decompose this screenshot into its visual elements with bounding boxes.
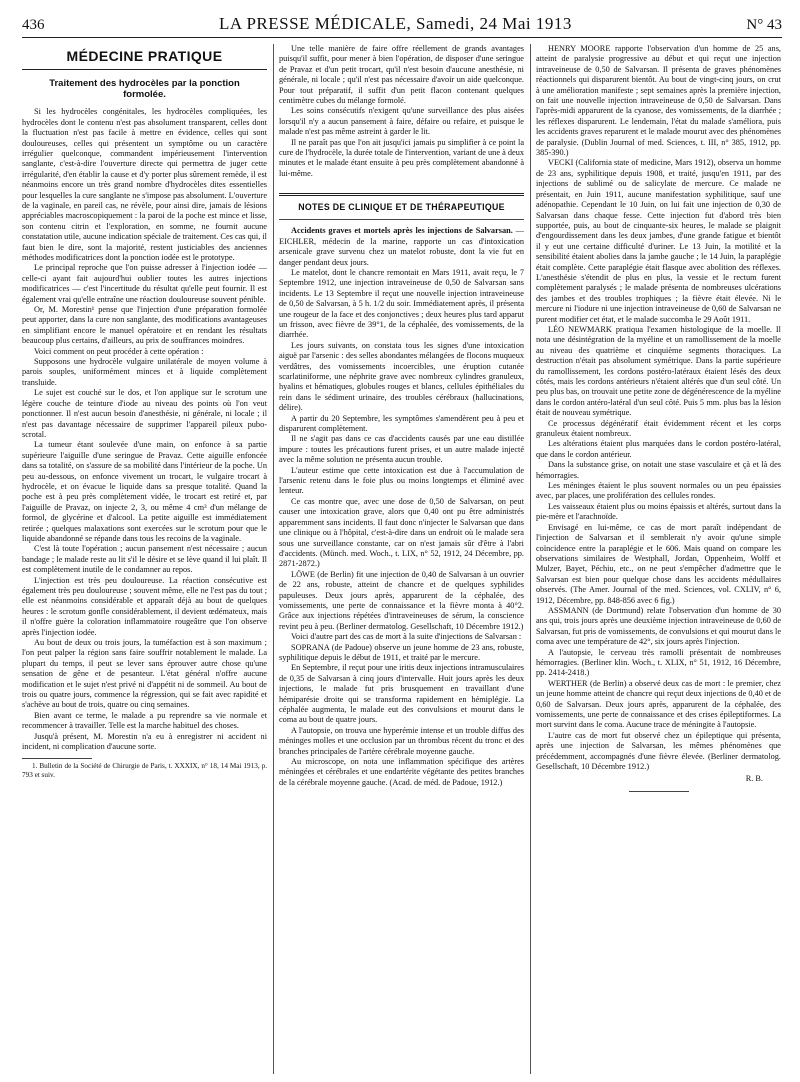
page-number: 436 xyxy=(22,17,45,33)
paragraph: Bien avant ce terme, le malade a pu reprendre sa vie normale et recommencer à travailler. Telle est la marche habituel des choses. xyxy=(22,710,267,731)
paragraph: A l'autopsie, on trouva une hyperémie intense et un trouble diffus des méninges molles et une occlusion par un thrombus récent du tronc et des branches principales de l'artère cérébrale moyenne gauche. xyxy=(279,725,524,756)
column-1 xyxy=(22,44,267,1074)
section-title-medecine-pratique: MÉDECINE PRATIQUE xyxy=(66,48,223,64)
article-lead-text: — EICHLER, médecin de la marine, rapporte un cas d'intoxication arsenicale grave survenu chez un matelot robuste, dont la vie fut en danger pendant deux jours. xyxy=(279,226,524,267)
paragraph: Le principal reproche que l'on puisse adresser à l'injection iodée — celle-ci ayant fait aujourd'hui oublier toutes les autres injections modificatrices — c'est l'incertitude du résultat qu'elle peut fournir. Il est également vrai qu'elle entraîne une réaction douloureuse souvent pénible. xyxy=(22,263,267,304)
article-lead xyxy=(279,226,524,268)
paragraph: L'injection est très peu douloureuse. La réaction consécutive est également très peu douloureuse ; souvent même, elle ne l'est pas du tout ; elle est néanmoins considérable et apparaît déjà au bout de quelques heures : le scrotum gonfle considérablement, il devient œdémateux, mais il n'offre guère la coloration inflammatoire rougeâtre que l'on observe après l'injection iodée. xyxy=(22,575,267,637)
footnote-rule xyxy=(22,758,92,759)
paragraph: Les méninges étaient le plus souvent normales ou un peu épaissies avec, par places, une prolifération des cellules rondes. xyxy=(536,481,781,501)
paragraph: Supposons une hydrocèle vulgaire unilatérale de moyen volume à parois souples, uniformément minces et à liquide complètement transluide. xyxy=(22,357,267,387)
column-3 xyxy=(536,44,781,1074)
running-header xyxy=(22,14,782,38)
paragraph: En Septembre, il reçut pour une iritis deux injections intramusculaires de 0,35 de Salvarsan à cinq jours d'intervalle. Huit jours après les deux injections, le malade fut pris brusquement en travaillant d'une hémiparésie droite qui se transforma rapidement en hémiplégie. La céphalée augmenta, le malade eut des convulsions et mourut dans le coma au bout de quatre jours. xyxy=(279,663,524,725)
paragraph: Les vaisseaux étaient plus ou moins épaissis et altérés, surtout dans la pie-mère et l'arachnoïde. xyxy=(536,501,781,522)
paragraph: LÖWE (de Berlin) fit une injection de 0,40 de Salvarsan à un ouvrier de 22 ans, robuste, atteint de chancre et de quelques syphilides papuleuses. Deux jours après, apparurent de la céphalée, des vomissements, une perte de connaissance et la fièvre monta à 40°2. Grâce aux injections répétées d'intraveineuses de sérum, la conscience revint peu à peu. (Berliner dermatolog. Gesellschaft, 10 Décembre 1912.) xyxy=(279,569,524,631)
end-rule xyxy=(629,791,689,792)
paragraph: WERTHER (de Berlin) a observé deux cas de mort : le premier, chez un jeune homme atteint de chancre qui reçut deux injections de 0,40 et de 0,60 de Salvarsan. Deux jours après, apparurent de la céphalée, des vomissements, une perte de connaissance et des crises épileptiformes. La mort survint dans le coma. Aucune trace de méningite à l'autopsie. xyxy=(536,678,781,730)
paragraph: L'autre cas de mort fut observé chez un épileptique qui présenta, après une injection de Salvarsan, les mêmes phénomènes que précédemment, accompagnés d'une fièvre élevée. (Berliner dermatolog. Gesellschaft, 10 Décembre 1912.) xyxy=(536,730,781,772)
paragraph: ASSMANN (de Dortmund) relate l'observation d'un homme de 30 ans qui, trois jours après une deuxième injection intraveineuse de 0,60 de Salvarsan, fut pris de vomissements, de convulsions et qui mourut dans le coma avec une température de 42°, six jours après l'injection. xyxy=(536,605,781,647)
issue-number: N° 43 xyxy=(746,17,782,33)
paragraph: Les soins consécutifs n'exigent qu'une surveillance des plus aisées lorsqu'il n'y a aucun pansement à faire, défaire ou refaire, et puisque le malade n'est pas même astreint à garder le lit. xyxy=(279,106,524,137)
paragraph: Voici d'autre part des cas de mort à la suite d'injections de Salvarsan : xyxy=(291,632,522,642)
article-body-hydroceles xyxy=(22,107,267,752)
article-title-hydroceles: Traitement des hydrocèles par la ponction formolée. xyxy=(49,77,240,101)
section-title-notes: NOTES DE CLINIQUE ET DE THÉRAPEUTIQUE xyxy=(298,202,505,213)
newspaper-page xyxy=(22,14,782,1074)
author-signature: R. B. xyxy=(745,774,763,784)
section-rule xyxy=(22,69,267,70)
paragraph: Les altérations étaient plus marquées dans le cordon postéro-latéral, que dans le cordon antérieur. xyxy=(536,439,781,459)
paragraph: VECKI (California state of medicine, Mars 1912), observa un homme de 23 ans, syphilitique depuis 1908, et traité, jusqu'en 1911, par des injections de sublimé ou de salicylate de mercure. Ce malade ne présentait, en Juin 1911, aucune manifestation syphilitique, sauf une adénopathie. Cependant le 10 Juin, on lui fait une injection de 0,30 de Salvarsan dans chaque fesse. Cette injection fut d'abord très bien supportée, puis, au bout de cinquante-six heures, le malade se plaignit d'engourdissement dans les deux jambes, d'une grande fatigue et bientôt il y eut une certaine difficulté d'uriner. Le 13 Juin, la motilité et la sensibilité étaient abolies dans la jambe gauche ; le 14 Juin, la paraplégie était complète. Cette paraplégie était flasque avec abolition des réflexes. L'anesthésie s'étendit de plus en plus, la vessie et le rectum furent complètement paralysés ; le malade présenta de nombreuses ulcérations des jambes et des troubles trophiques ; la fièvre était élevée. Ni le mercure ni l'iodure ni une injection intraveineuse de 0,60 de Salvarsan ne purent modifier cet état, et le malade succomba le 29 Août 1911. xyxy=(536,158,781,324)
paragraph: Ce processus dégénératif était évidemment récent et les corps granuleux étaient nombreux. xyxy=(536,418,781,439)
paragraph: Voici comment on peut procéder à cette opération : xyxy=(34,346,204,356)
paragraph: A partir du 20 Septembre, les symptômes s'amendèrent peu à peu et disparurent complètement. xyxy=(279,413,524,434)
paragraph: SOPRANA (de Padoue) observe un jeune homme de 23 ans, robuste, syphilitique depuis le début de 1911, et traité par le mercure. xyxy=(279,642,524,662)
column-divider xyxy=(524,44,536,1074)
column-2 xyxy=(279,44,524,1074)
paragraph: Une telle manière de faire offre réellement de grands avantages puisqu'il suffit, pour mener à bien l'opération, de disposer d'une seringue de Pravaz et d'un petit trocart, qu'il n'est besoin d'aucune anesthésie, ni générale, ni locale ; qu'il n'est pas nécessaire d'avoir un aide quelconque. Pour tout préparatif, il suffit d'un petit flacon contenant quelques centimètre cubes du mélange formolé. xyxy=(279,44,524,106)
journal-title: LA PRESSE MÉDICALE, Samedi, 24 Mai 1913 xyxy=(219,14,572,33)
paragraph: Envisagé en lui-même, ce cas de mort paraît indépendant de l'injection de Salvarsan et il semblerait n'y avoir qu'une simple coïncidence entre la paraplégie et le 606. Mais quand on compare les observations similaires de Westphall, Jordan, Oppenheim, Wolff et Mulzer, Bayet, Péchiu, etc., on ne peut s'empêcher d'admettre que le Salvarsan est bien pour quelque chose dans les accidents médullaires observés. (The Amer. Journal of the med. Sciences, vol. CXLIV, n° 6, 1912, Décembre, pp. 848-856 avec 6 fig.) xyxy=(536,522,781,605)
paragraph: Il ne paraît pas que l'on ait jusqu'ici jamais pu simplifier à ce point la cure de l'hydrocèle, la durée totale de l'intervention, variant de une à deux minutes et le malade étant ensuite à peu près complètement abandonné à lui-même. xyxy=(279,137,524,178)
paragraph: Ce cas montre que, avec une dose de 0,50 de Salvarsan, on peut causer une intoxication grave, alors que 0,40 ont pu être administrés apparemment sans incidents. Il faut donc n'injecter le Salvarsan que dans une clinique ou à l'hôpital, c'est-à-dire dans un endroit où le malade sera sous une surveillance constante, car on n'est jamais sûr d'être à l'abri d'accidents. (Münch. med. Woch., t. LIX, n° 52, 1912, 24 Décembre, pp. 2871-2872.) xyxy=(279,496,524,569)
paragraph: Le matelot, dont le chancre remontait en Mars 1911, avait reçu, le 7 Septembre 1912, une injection intraveineuse de 0,50 de Salvarsan sans incidents. Le 13 Septembre il reçut une nouvelle injection intraveineuse de 0,50 de Salvarsan, à 5 h. 1/2 du soir. Immédiatement après, il présenta une rougeur de la face et des conjonctives ; deux heures plus tard apparut un frisson, avec fièvre de 39°1, de la céphalée, des vomissements, de la diarrhée. xyxy=(279,267,524,340)
article-body-continued xyxy=(279,44,524,179)
paragraph: L'auteur estime que cette intoxication est due à l'accumulation de l'arsenic retenu dans le foie plus ou moins longtemps et éliminé avec lenteur. xyxy=(279,465,524,496)
column-divider xyxy=(267,44,279,1074)
paragraph: Le sujet est couché sur le dos, et l'on applique sur le scrotum une légère couche de teinture d'iode au niveau des points où l'on veut ponctionner. Il n'est aucun besoin d'anesthésie, ni générale, ni locale ; il n'est pas davantage nécessaire de supprimer l'appareil pileux pubo-scrotal. xyxy=(22,388,267,439)
footnote: 1. Bulletin de la Société de Chirurgie de Paris, t. XXXIX, n° 18, 14 Mai 1913, p. 793 et suiv. xyxy=(22,761,267,779)
paragraph: A l'autopsie, le cerveau très ramolli présentait de nombreuses hémorragies. (Berliner klin. Woch., t. XLIX, n° 51, 1912, 16 Décembre, pp. 2414-2418.) xyxy=(536,647,781,678)
paragraph: Si les hydrocèles congénitales, les hydrocèles compliquées, les hydrocèles dont le contenu n'est pas absolument transparent, celles dont la fluctuation n'est pas facile à mettre en évidence, celles qui sont douloureuses, celles qui présentent un symptôme ou un caractère irrégulier quelconque, commandent impérieusement l'intervention sanglante, c'est-à-dire l'ouverture directe qui permettra de juger cette irrégularité, d'en établir la cause et d'y porter plus sûrement remède, il est néanmoins encore un très grand nombre d'hydrocèles dites essentielles pour lesquelles la cure sanglante ne s'impose pas absolument. L'ouverture de la vaginale, en pareil cas, ne révèle, pour ainsi dire, jamais de lésions appréciables macroscopiquement : la paroi de la poche est mince et lisse, son contenu citrin et l'exploration, en somme, ne fournit aucune constatation utile, aucune indication spéciale de traitement. Ces cas qui, il faut bien le dire, sont la majorité, restent justiciables des anciennes méthodes modificatrices dont la ponction iodée est le prototype. xyxy=(22,107,267,262)
paragraph: LÉO NEWMARK pratiqua l'examen histologique de la moelle. Il nota une désintégration de la myéline et un ramollissement de la moelle au niveau des quatrième et cinquième segments thoraciques. La destruction n'était pas absolument symétrique. Dans la partie supérieure du ramollissement, les cordons postéro-latéraux étaient lésés des deux côtés, mais les cordons antérieurs n'étaient altérés que d'un seul côté. Un peu plus bas, on trouvait une petite zone de dégénérescence de la myéline dans le cordon antéro-latéral d'un seul côté. Puis 5 mm. plus bas la lésion était de nouveau symétrique. xyxy=(536,324,781,418)
paragraph: Au bout de deux ou trois jours, la tuméfaction est à son maximum ; l'on peut palper la région sans faire souffrir notablement le malade. La plupart du temps, il peut se lever sans éprouver autre chose qu'une sensation de gêne et de pesanteur. L'état général n'offre aucune modification et le sujet n'est privé ni d'appétit ni de sommeil. Au bout de trois ou quatre jours, commence la régression, qui se fait avec rapidité et s'achève au bout de trois, quatre ou cinq semaines. xyxy=(22,638,267,710)
article-body-salvarsan-continued xyxy=(536,44,781,772)
paragraph: Il ne s'agit pas dans ce cas d'accidents causés par une eau distillée impure : toutes les précautions furent prises, et un autre malade injecté avec la même solution ne présenta aucun trouble. xyxy=(279,434,524,465)
paragraph: Jusqu'à présent, M. Morestin n'a eu à enregistrer ni accident ni incident, ni complication d'aucune sorte. xyxy=(22,731,267,752)
paragraph: C'est là toute l'opération ; aucun pansement n'est nécessaire ; aucun bandage ; le malade reste au lit s'il le désire et se lève quand il lui plaît. Il est complètement inutile de le condamner au repos. xyxy=(22,544,267,575)
section-rule xyxy=(279,219,524,220)
paragraph: Au microscope, on nota une inflammation spécifique des artères méningées et cérébrales et une endartérite végétante des petites branches de la cérébrale moyenne gauche. (Acad. de méd. de Padoue, 1912.) xyxy=(279,757,524,787)
paragraph: Dans la substance grise, on notait une stase vasculaire et çà et là des hémorragies. xyxy=(536,460,781,480)
article-title-salvarsan: Accidents graves et mortels après les injections de Salvarsan. xyxy=(291,226,513,236)
article-body-salvarsan xyxy=(279,268,524,788)
paragraph: Les jours suivants, on constata tous les signes d'une intoxication aiguë par l'arsenic : des selles abondantes mélangées de flocons muqueux verdâtres, des vomissements incoercibles, une éruption cutanée scarlatiniforme, une néphrite grave avec nombreux cylindres granuleux, hyalins et hématiques, globules rouges et blancs, cellules épithéliales du rein dans le sédiment urinaire, des troubles cérébraux (hallucinations, délire). xyxy=(279,340,524,413)
paragraph: La tumeur étant soulevée d'une main, on enfonce à sa partie supérieure l'aiguille d'une seringue de Pravaz. Cette aiguille enfoncée dans sa totalité, on s'assure de sa mobilité dans l'intérieur de la poche. Un peu au-dessous, on enfonce vivement un trocart, le vulgaire trocart à hydrocèle, et on évacue le liquide dans sa presque totalité. Quand la poche est à peu près complètement vidée, le trocart est retiré et, par l'aiguille de Pravaz, on injecte 2, 3, ou même 4 cm³ d'un mélange de formol, de glycérine et d'alcool. La petite aiguille est immédiatement retirée ; quelques malaxations sont exercées sur le scrotum pour que le liquide abandonné se répande dans tous les recoins de la vaginale. xyxy=(22,440,267,543)
columns xyxy=(22,44,782,1074)
section-divider xyxy=(279,193,524,196)
paragraph: HENRY MOORE rapporte l'observation d'un homme de 25 ans, atteint de paralysie progressive au début et qui reçut une injection intraveineuse de 0,50 de Salvarsan. Il présenta de graves phénomènes réactionnels qui disparurent bientôt. Au bout de vingt-cinq jours, on crut à une amélioration manifeste ; sept semaines après la première injection, on fait une nouvelle injection intraveineuse de 0,50 de Salvarsan. Dans l'après-midi apparurent de la cyanose, des vomissements, de la diarrhée ; les réflexes disparurent. Le lendemain, l'état du malade s'améliora, puis les accidents graves reparurent et le malade mourut avec des phénomènes de paralysie. (Dublin Journal of med. Sciences, t. III, n° 385, 1912, pp. 385-390.) xyxy=(536,44,781,158)
paragraph: Or, M. Morestin¹ pense que l'injection d'une préparation formolée peut apporter, dans la cure non sanglante, des modifications avantageuses en simplifiant encore le manuel opératoire et en rendant les résultats beaucoup plus certains, d'ailleurs, au prix de souffrances moindres. xyxy=(22,305,267,346)
